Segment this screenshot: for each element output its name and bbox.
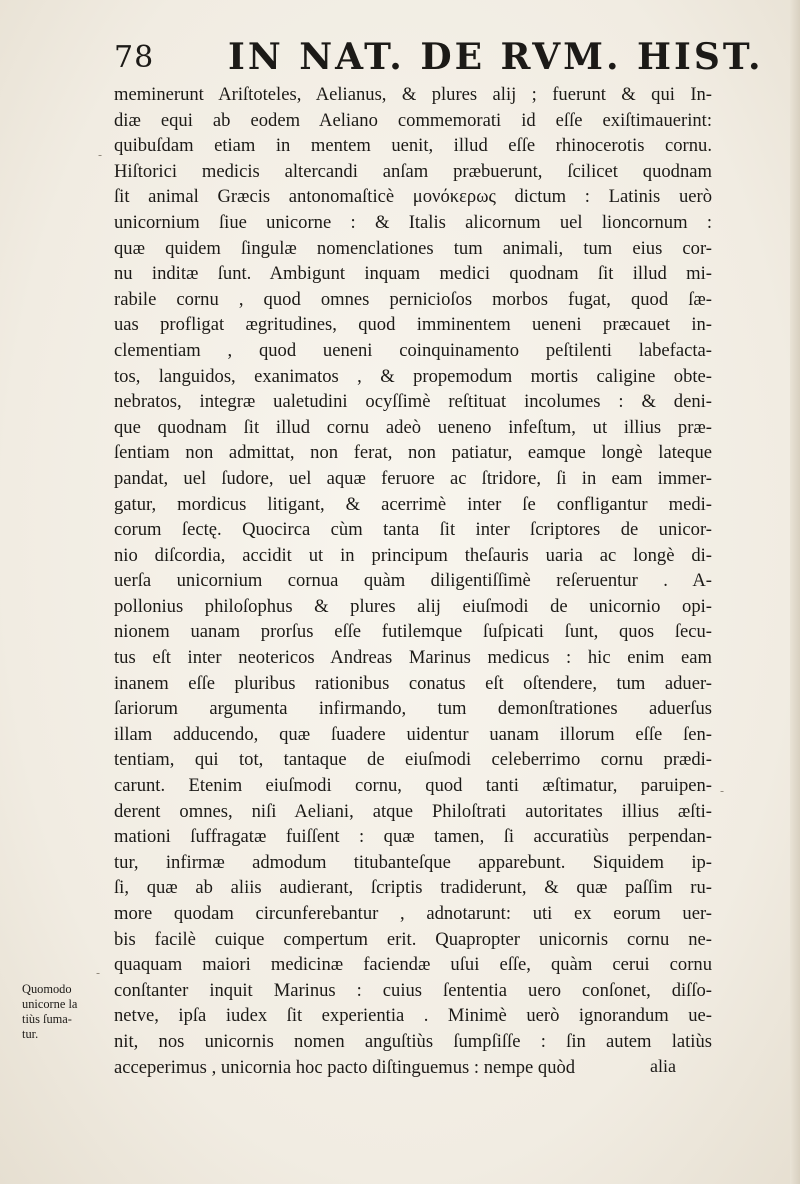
margin-dash-mark: - xyxy=(96,966,101,980)
text-line: unicornium ſiue unicorne : & Italis alicornum uel lioncornum : xyxy=(114,211,712,233)
text-line: nebratos, integræ ualetudini ocyſſimè reſtituat incolumes : & deni- xyxy=(114,391,712,413)
text-line: tus eſt inter neotericos Andreas Marinus medicus : hic enim eam xyxy=(114,647,712,669)
text-line: bis facilè cuique compertum erit. Quapropter unicornis cornu ne- xyxy=(114,928,712,950)
text-line: tentiam, qui tot, tantaque de eiuſmodi celeberrimo cornu prædi- xyxy=(114,749,712,771)
text-line: inanem eſſe pluribus rationibus conatus eſt oſtendere, tum aduer- xyxy=(114,672,712,694)
catchword: alia xyxy=(650,1056,676,1076)
text-line: derent omnes, niſi Aeliani, atque Philoſtrati autoritates illius æſti- xyxy=(114,800,712,822)
text-line: uerſa unicornium cornua quàm diligentiſſimè reſeruentur . A- xyxy=(114,570,712,592)
text-line: nio diſcordia, accidit ut in principum theſauris uaria ac longè di- xyxy=(114,544,712,566)
text-line: tos, languidos, exanimatos , & propemodum mortis caligine obte- xyxy=(114,365,712,387)
text-line: quæ quidem ſingulæ nomenclationes tum animali, tum eius cor- xyxy=(114,237,712,259)
margin-note-line: tur. xyxy=(22,1027,39,1041)
text-line: ſit animal Græcis antonomaſticè μονόκερως dictum : Latinis uerò xyxy=(114,186,712,208)
text-line: acceperimus , unicornia hoc pacto diſtinguemus : nempe quòd xyxy=(114,1056,576,1078)
text-line: carunt. Etenim eiuſmodi cornu, quod tanti æſtimatur, paruipen- xyxy=(114,775,712,797)
margin-note-line: tiùs ſuma- xyxy=(22,1012,72,1026)
margin-dash-mark: - xyxy=(720,784,725,798)
text-line: gatur, mordicus litigant, & acerrimè inter ſe confligantur medi- xyxy=(114,493,712,515)
text-line: quaquam maiori medicinæ faciendæ uſui eſſe, quàm cerui cornu xyxy=(114,954,712,976)
text-line: quibuſdam etiam in mentem uenit, illud eſſe rhinocerotis cornu. xyxy=(114,135,712,157)
text-line: nit, nos unicornis nomen anguſtiùs ſumpſiſſe : ſin autem latiùs xyxy=(114,1030,712,1052)
page-header xyxy=(112,36,764,82)
text-line: meminerunt Ariſtoteles, Aelianus, & plures alij ; fuerunt & qui In- xyxy=(114,84,712,105)
text-line: clementiam , quod ueneni coinquinamento peſtilenti labefacta- xyxy=(114,339,712,361)
text-line: ſentiam non admittat, non ferat, non patiatur, eamque longè lateque xyxy=(114,442,712,464)
margin-note-line: Quomodo xyxy=(22,982,72,996)
margin-note xyxy=(22,982,104,1042)
text-line: nionem uanam prorſus eſſe futilemque ſuſpicati ſunt, quos ſecu- xyxy=(114,621,712,643)
text-line: tur, infirmæ admodum titubanteſque apparebunt. Siquidem ip- xyxy=(114,851,712,873)
page-edge xyxy=(790,0,800,1184)
text-line: netve, ipſa iudex ſit experientia . Minimè uerò ignorandum ue- xyxy=(114,1005,712,1027)
text-line: uas profligat ægritudines, quod imminentem ueneni præcauet in- xyxy=(114,314,712,336)
text-line: illam adducendo, quæ ſuadere uidentur uanam illorum eſſe ſen- xyxy=(114,723,712,745)
page-number: 78 xyxy=(114,40,155,75)
main-text xyxy=(114,82,712,1080)
margin-dash-mark: - xyxy=(98,148,103,162)
text-line: pollonius philoſophus & plures alij eiuſmodi de unicornio opi- xyxy=(114,595,712,617)
text-line: que quodnam ſit illud cornu adeò ueneno infeſtum, ut illius præ- xyxy=(114,416,712,438)
text-line: pandat, uel ſudore, uel aquæ feruore ac ſtridore, ſi in eam immer- xyxy=(114,467,712,489)
text-line: mationi ſuffragatæ fuiſſent : quæ tamen, ſi accuratiùs perpendan- xyxy=(114,826,712,848)
text-line: Hiſtorici medicis altercandi anſam præbuerunt, ſcilicet quodnam xyxy=(114,160,712,182)
text-line: diæ equi ab eodem Aeliano commemorati id eſſe exiſtimauerint: xyxy=(114,109,712,131)
text-line: ſi, quæ ab aliis audierant, ſcriptis tradiderunt, & quæ paſſim ru- xyxy=(114,877,712,899)
margin-note-line: unicorne la xyxy=(22,997,78,1011)
text-line: rabile cornu , quod omnes pernicioſos morbos fugat, quod ſæ- xyxy=(114,288,712,310)
text-line: ſariorum argumenta infirmando, tum demonſtrationes aduerſus xyxy=(114,698,712,720)
text-line: nu inditæ ſunt. Ambigunt inquam medici quodnam ſit illud mi- xyxy=(114,263,712,285)
running-head: IN NAT. DE RVM. HIST. xyxy=(228,36,764,78)
text-line: conſtanter inquit Marinus : cuius ſententia uero conſonet, diſſo- xyxy=(114,979,712,1001)
text-line: more quodam circunferebantur , adnotarunt: uti ex eorum uer- xyxy=(114,903,712,924)
text-line: corum ſectę. Quocirca cùm tanta ſit inter ſcriptores de unicor- xyxy=(114,519,712,541)
